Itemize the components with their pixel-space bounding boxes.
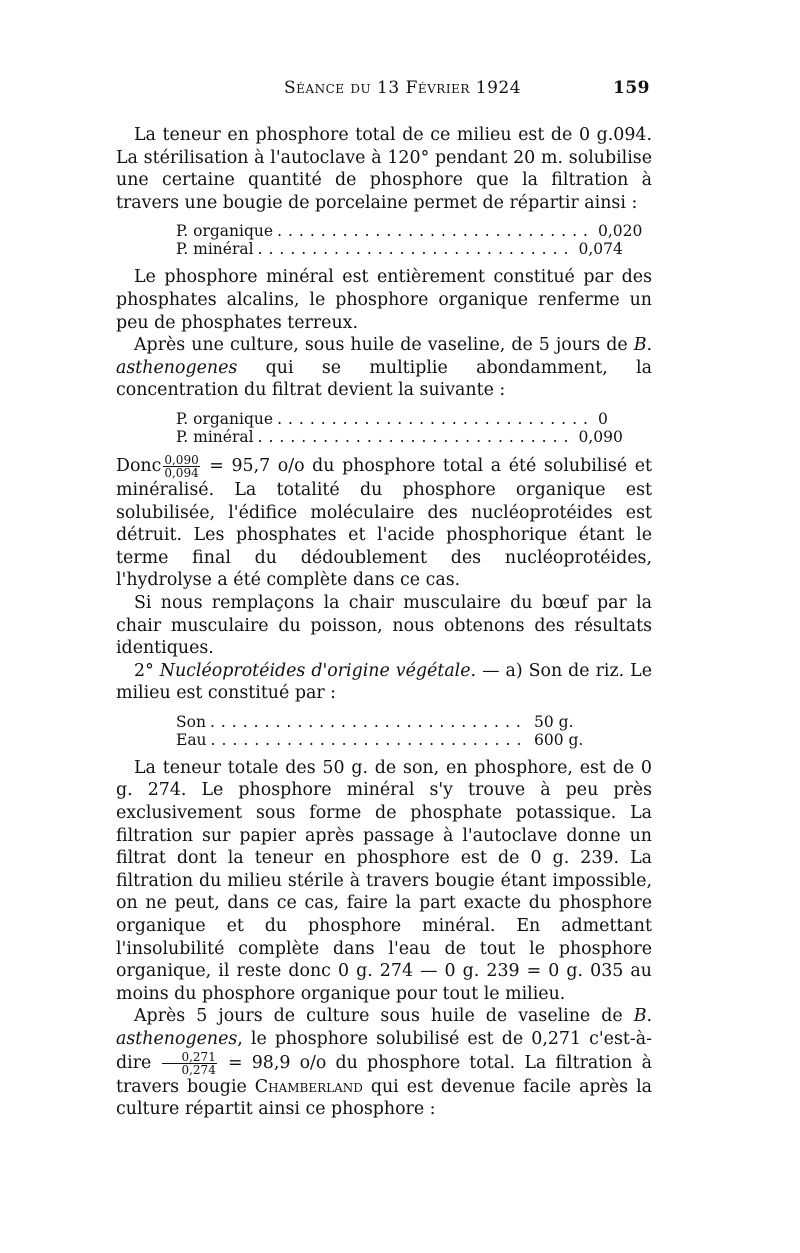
paragraph-8: Après 5 jours de culture sous huile de vaseline de B. asthenogenes, le phosphore solubilisé est de 0,271 c'est-à-dire $\frac{0,271}{0,274}$ = 98,9 o/o du phosphore total. La filtration à travers bougie Chamberland qui est devenue facile après la culture répartit ainsi ce phosphore : [116,1006,653,1120]
phosphorus-list-2 [176,409,623,446]
section-title: Nucléoprotéides d'origine végétale. [159,660,477,681]
fraction: $\frac{0,090}{0,094}$ [164,452,199,480]
paragraph-6: 2° Nucléoprotéides d'origine végétale. — a) Son de riz. Le milieu est constitué par : [116,660,652,704]
list-item: Eau ............................. 600 g. [176,730,584,749]
species-name: B. asthenogenes [116,1006,652,1049]
list-item: Son ............................. 50 g. [176,712,574,731]
fraction: $\frac{0,271}{0,274}$ [162,1051,216,1076]
paragraph-5: Si nous remplaçons la chair musculaire du bœuf par la chair musculaire du poisson, nous obtenons des résultats identiques. [116,592,652,659]
list-item: P. organique ............................. 0 [176,409,608,428]
paragraph-2: Le phosphore minéral est entièrement constitué par des phosphates alcalins, le phosphore organique renferme un peu de phosphates terreux. [116,267,652,333]
running-title: Séance du 13 Février 1924 [284,78,522,98]
paragraph-1: La teneur en phosphore total de ce milieu est de 0 g.094. La stérilisation à l'autoclave à 120° pendant 20 m. solubilise une certaine quantité de phosphore que la filtration à travers une bougie de porcelaine permet de répartir ainsi : [116,125,652,213]
page-body [116,124,652,1121]
paragraph-7: La teneur totale des 50 g. de son, en phosphore, est de 0 g. 274. Le phosphore minéral s'y trouve à peu près exclusivement sous forme de phosphate potassique. La filtration sur papier après passage à l'autoclave donne un filtrat dont la teneur en phosphore est de 0 g. 239. La filtration du milieu stérile à travers bougie étant impossible, on ne peut, dans ce cas, faire la part exacte du phosphore organique et du phosphore minéral. En admettant l'insolubilité complète dans l'eau de tout le phosphore organique, il reste donc 0 g. 274 — 0 g. 239 = 0 g. 035 au moins du phosphore organique pour tout le milieu. [116,757,652,1004]
list-item: P. minéral ............................. 0,074 [176,240,623,259]
author-name: Chamberland [254,1076,363,1097]
page-number: 159 [613,78,650,98]
medium-list [176,713,592,749]
paragraph-3: Après une culture, sous huile de vaseline, de 5 jours de B. asthenogenes qui se multiplie abondamment, la concentration du filtrat devient la suivante : [116,335,652,401]
list-item: P. minéral ............................. 0,090 [176,427,623,446]
species-name: B. asthenogenes [116,335,652,378]
phosphorus-list-1 [176,222,643,259]
list-item: P. organique ............................. 0,020 [176,222,643,241]
paragraph-4: Donc $\frac{0,090}{0,094}$ = 95,7 o/o du phosphore total a été solubilisé et minéralisé. La totalité du phosphore organique est solubilisée, l'édifice moléculaire des nucléoprotéides est détruit. Les phosphates et l'acide phosphorique étant le terme final du dédoublement des nucléoprotéides, l'hydrolyse a été complète dans ce cas. [116,452,652,591]
